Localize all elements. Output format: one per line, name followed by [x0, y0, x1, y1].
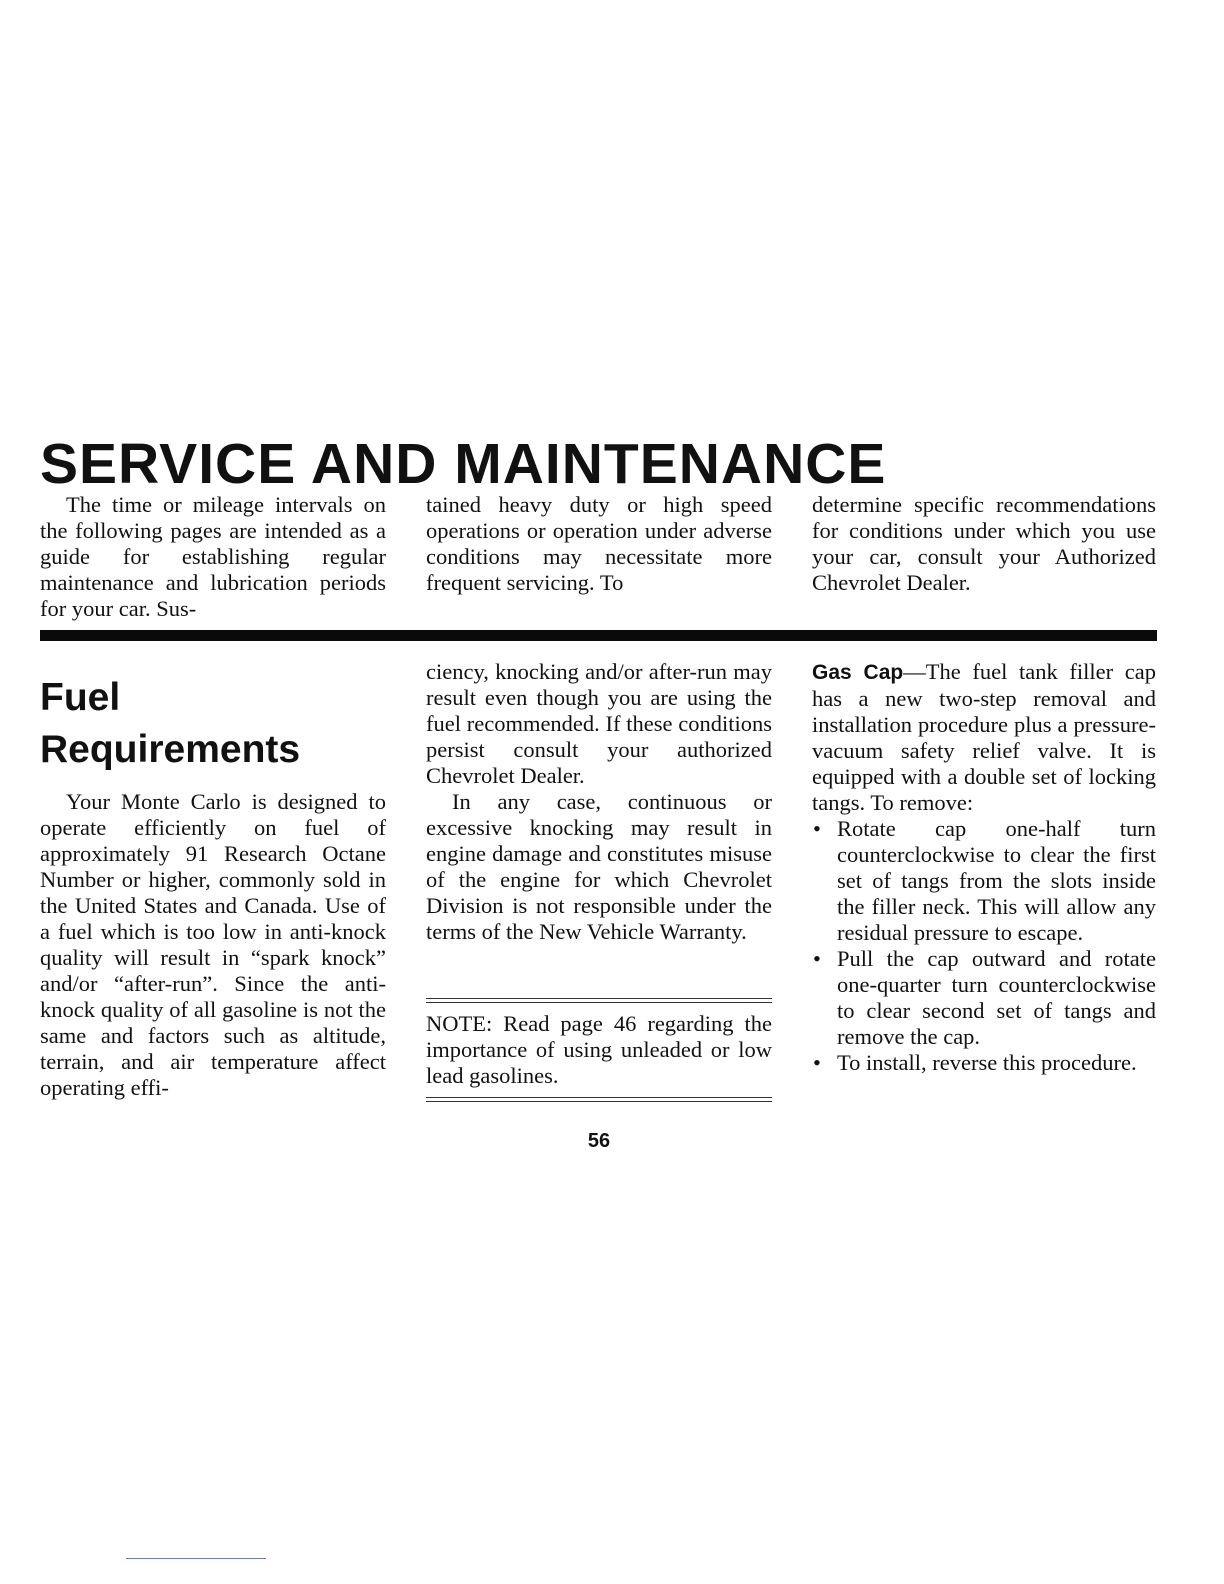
intro-column-3 — [812, 492, 1156, 596]
note-bottom-rule — [426, 1097, 772, 1102]
gas-cap-step — [812, 816, 1156, 946]
section-heading-line-1: Fuel — [40, 676, 121, 719]
note-box — [426, 998, 772, 1102]
bullet-icon: • — [813, 1050, 821, 1075]
section-heading-fuel-requirements — [40, 672, 300, 776]
intro-paragraph-3: determine specific recommendations for conditions under which you use your car, consult your Authorized Chevrolet Dealer. — [812, 492, 1156, 595]
page-number: 56 — [587, 1130, 611, 1152]
gas-cap-step-text: To install, reverse this procedure. — [837, 1050, 1137, 1075]
gas-cap-step-text: Rotate cap one-half turn counterclockwise to clear the first set of tangs from the slots inside the filler neck. This will allow any residual pressure to escape. — [837, 816, 1156, 945]
fuel-paragraph-3: In any case, continuous or excessive knocking may result in engine damage and constitutes misuse of the engine for which Chevrolet Division is not responsible under the terms of the New Vehicle Warranty. — [426, 789, 772, 944]
gas-cap-column — [812, 659, 1156, 1076]
gas-cap-step — [812, 1050, 1156, 1076]
intro-paragraph-1: The time or mileage intervals on the following pages are intended as a guide for establishing regular maintenance and lubrication periods for your car. Sus- — [40, 492, 386, 621]
bullet-icon: • — [813, 946, 821, 971]
bullet-icon: • — [813, 816, 821, 841]
intro-column-2 — [426, 492, 772, 596]
fuel-column-1 — [40, 789, 386, 1101]
gas-cap-paragraph — [812, 659, 1156, 816]
fuel-column-2 — [426, 659, 772, 945]
gas-cap-step-text: Pull the cap outward and rotate one-quarter turn counterclockwise to clear second set of tangs and remove the cap. — [837, 946, 1156, 1049]
gas-cap-intro: —The fuel tank filler cap has a new two-step removal and installation procedure plus a pressure-vacuum safety relief valve. It is equipped with a double set of locking tangs. To remove: — [812, 659, 1156, 815]
fuel-paragraph-2: ciency, knocking and/or after-run may result even though you are using the fuel recommended. If these conditions persist consult your authorized Chevrolet Dealer. — [426, 659, 772, 788]
fuel-paragraph-1: Your Monte Carlo is designed to operate efficiently on fuel of approximately 91 Research Octane Number or higher, commonly sold in the United States and Canada. Use of a fuel which is too low in anti-knock quality will result in “spark knock” and/or “after-run”. Since the anti-knock quality of all gasoline is not the same and factors such as altitude, terrain, and air temperature affect operating effi- — [40, 789, 386, 1100]
page-title: SERVICE AND MAINTENANCE — [40, 432, 887, 496]
gas-cap-label: Gas Cap — [812, 661, 904, 684]
footer-rule — [126, 1558, 266, 1559]
section-heading-line-2: Requirements — [40, 728, 301, 771]
gas-cap-steps — [812, 816, 1156, 1076]
section-divider-rule — [40, 630, 1157, 641]
gas-cap-step — [812, 946, 1156, 1050]
intro-paragraph-2: tained heavy duty or high speed operations or operation under adverse conditions may necessitate more frequent servicing. To — [426, 492, 772, 595]
intro-column-1 — [40, 492, 386, 622]
note-text: NOTE: Read page 46 regarding the importance of using unleaded or low lead gasolines. — [426, 1011, 772, 1088]
